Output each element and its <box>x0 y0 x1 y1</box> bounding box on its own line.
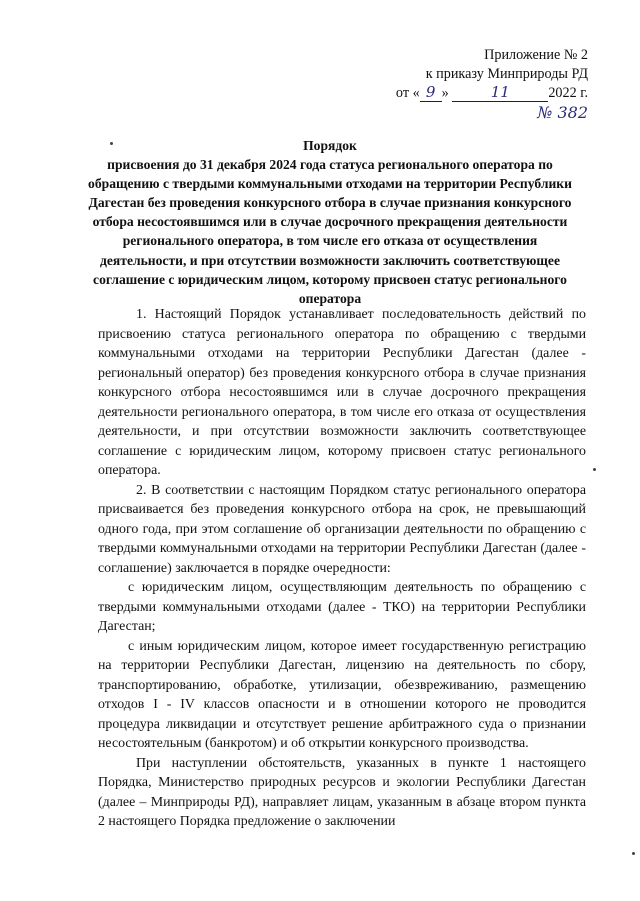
date-month-field <box>452 85 548 102</box>
order-number-handwritten: № 382 <box>537 103 588 122</box>
title-heading: Порядок <box>303 138 357 153</box>
date-prefix: от « <box>395 85 420 101</box>
order-reference: к приказу Минприроды РД <box>425 66 588 82</box>
date-day-field <box>420 85 442 102</box>
date-year: 2022 г. <box>548 85 588 101</box>
date-mid: » <box>441 85 449 101</box>
title-text: присвоения до 31 декабря 2024 года статуса регионального оператора по обращению с твердыми коммунальными отходами на территории Республики Дагестан без проведения конкурсного отбора в случае признания конкурсного отбора несостоявшимся или в случае досрочного прекращения деятельности регионального оператора, в том числе его отказа от осуществления деятельности, и при отсутствии возможности заключить соответствующее соглашение с юридическим лицом, которому присвоен статус регионального оператора <box>88 157 572 306</box>
scan-speck <box>593 468 596 471</box>
paragraph-2-item-2: с иным юридическим лицом, которое имеет государственную регистрацию на территории Республики Дагестан, лицензию на деятельность по сбору, транспортированию, обработке, утилизации, обезвреживанию, размещению отходов I - IV классов опасности и в отношении которого не проводится процедура ликвидации и отсутствует решение арбитражного суда о признании несостоятельным (банкротом) и об открытии конкурсного производства. <box>98 638 586 751</box>
document-header <box>396 46 588 122</box>
order-date-line <box>396 84 588 103</box>
paragraph-2-item-1: с юридическим лицом, осуществляющим деятельность по обращению с твердыми коммунальными отходами (далее - ТКО) на территории Республики Дагестан; <box>98 580 586 634</box>
date-month-handwritten: 11 <box>490 83 510 101</box>
date-day-handwritten: 9 <box>425 83 436 101</box>
scan-speck <box>632 852 635 855</box>
paragraph-3: При наступлении обстоятельств, указанных в пункте 1 настоящего Порядка, Министерство природных ресурсов и экологии Республики Дагестан (далее – Минприроды РД), направляет лицам, указанным в абзаце втором пункта 2 настоящего Порядка предложение о заключении <box>98 755 586 829</box>
appendix-label: Приложение № 2 <box>484 47 588 63</box>
paragraph-2: 2. В соответствии с настоящим Порядком статус регионального оператора присваивается без проведения конкурсного отбора на срок, не превышающий одного года, при этом соглашение об организации деятельности по обращению с твердыми коммунальными отходами на территории Республики Дагестан (далее - соглашение) заключается в порядке очередности: <box>98 482 586 576</box>
document-body <box>98 305 586 832</box>
scan-speck <box>110 142 113 145</box>
document-title <box>85 136 575 308</box>
paragraph-1: 1. Настоящий Порядок устанавливает последовательность действий по присвоению статуса регионального оператора по обращению с твердыми коммунальными отходами на территории Республики Дагестан (далее - региональный оператор) без проведения конкурсного отбора в случае признания конкурсного отбора несостоявшимся или в случае досрочного прекращения деятельности регионального оператора, в том числе его отказа от осуществления деятельности, и при отсутствии возможности заключить соответствующее соглашение с юридическим лицом, которому присвоен статус регионального оператора. <box>98 307 586 478</box>
